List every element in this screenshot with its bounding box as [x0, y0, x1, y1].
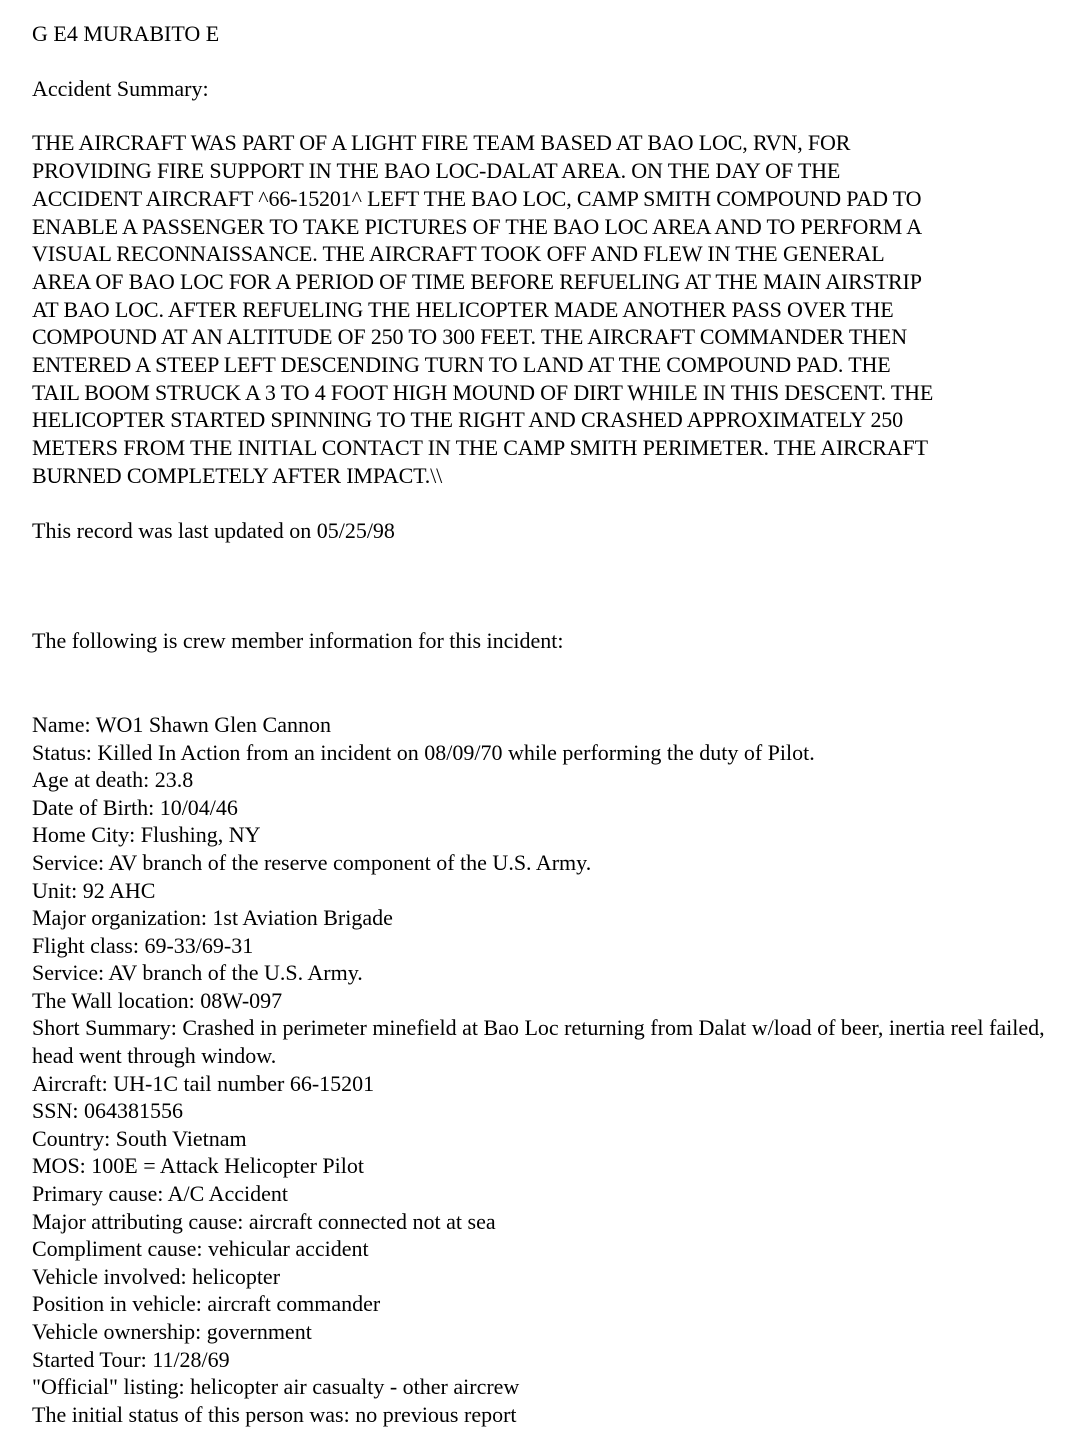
summary-line: HELICOPTER STARTED SPINNING TO THE RIGHT AND CRASHED APPROXIMATELY 250 — [32, 407, 903, 433]
crew-field-service: Service: AV branch of the reserve component of the U.S. Army. — [32, 849, 592, 875]
crew-field-short-summary: Short Summary: Crashed in perimeter minefield at Bao Loc returning from Dalat w/load of beer, inertia reel failed, head went through window. — [32, 1015, 1045, 1069]
document-title: G E4 MURABITO E — [32, 21, 220, 46]
crew-field-vehicle-ownership: Vehicle ownership: government — [32, 1319, 312, 1345]
crew-member-info — [32, 711, 1072, 1428]
summary-line: COMPOUND AT AN ALTITUDE OF 250 TO 300 FEET. THE AIRCRAFT COMMANDER THEN — [32, 324, 907, 350]
summary-line: VISUAL RECONNAISSANCE. THE AIRCRAFT TOOK OFF AND FLEW IN THE GENERAL — [32, 241, 885, 267]
crew-field-aircraft: Aircraft: UH-1C tail number 66-15201 — [32, 1070, 375, 1096]
crew-field-flight-class: Flight class: 69-33/69-31 — [32, 932, 254, 958]
document-page — [32, 20, 1072, 1428]
crew-field-service-branch: Service: AV branch of the U.S. Army. — [32, 960, 363, 986]
spacer — [32, 655, 1072, 711]
crew-field-name: Name: WO1 Shawn Glen Cannon — [32, 711, 331, 737]
summary-line: BURNED COMPLETELY AFTER IMPACT.\\ — [32, 462, 443, 488]
spacer — [32, 48, 1072, 75]
summary-line: ACCIDENT AIRCRAFT ^66-15201^ LEFT THE BAO LOC, CAMP SMITH COMPOUND PAD TO — [32, 185, 922, 211]
crew-field-dob: Date of Birth: 10/04/46 — [32, 794, 238, 820]
summary-line: PROVIDING FIRE SUPPORT IN THE BAO LOC-DALAT AREA. ON THE DAY OF THE — [32, 158, 841, 184]
summary-line: METERS FROM THE INITIAL CONTACT IN THE CAMP SMITH PERIMETER. THE AIRCRAFT — [32, 435, 928, 461]
crew-field-major-organization: Major organization: 1st Aviation Brigade — [32, 905, 393, 931]
crew-field-unit: Unit: 92 AHC — [32, 877, 156, 903]
summary-line: TAIL BOOM STRUCK A 3 TO 4 FOOT HIGH MOUND OF DIRT WHILE IN THIS DESCENT. THE — [32, 379, 934, 405]
summary-line: ENABLE A PASSENGER TO TAKE PICTURES OF THE BAO LOC AREA AND TO PERFORM A — [32, 213, 923, 239]
crew-field-status: Status: Killed In Action from an incident on 08/09/70 while performing the duty of Pilot. — [32, 739, 815, 765]
crew-field-primary-cause: Primary cause: A/C Accident — [32, 1181, 288, 1207]
crew-field-initial-status: The initial status of this person was: no previous report — [32, 1401, 517, 1427]
record-updated: This record was last updated on 05/25/98 — [32, 517, 395, 543]
summary-line: ENTERED A STEEP LEFT DESCENDING TURN TO LAND AT THE COMPOUND PAD. THE — [32, 352, 891, 378]
crew-field-home-city: Home City: Flushing, NY — [32, 822, 261, 848]
crew-field-age: Age at death: 23.8 — [32, 767, 194, 793]
crew-field-started-tour: Started Tour: 11/28/69 — [32, 1346, 230, 1372]
crew-field-compliment-cause: Compliment cause: vehicular accident — [32, 1236, 369, 1262]
spacer — [32, 544, 1072, 627]
spacer — [32, 102, 1072, 129]
crew-field-wall-location: The Wall location: 08W-097 — [32, 987, 283, 1013]
summary-line: THE AIRCRAFT WAS PART OF A LIGHT FIRE TEAM BASED AT BAO LOC, RVN, FOR — [32, 130, 851, 156]
crew-intro: The following is crew member information for this incident: — [32, 628, 564, 654]
crew-field-major-attributing-cause: Major attributing cause: aircraft connected not at sea — [32, 1208, 496, 1234]
spacer — [32, 490, 1072, 517]
crew-field-ssn: SSN: 064381556 — [32, 1098, 183, 1124]
accident-summary-text — [32, 129, 1077, 489]
crew-field-mos: MOS: 100E = Attack Helicopter Pilot — [32, 1153, 364, 1179]
summary-line: AREA OF BAO LOC FOR A PERIOD OF TIME BEFORE REFUELING AT THE MAIN AIRSTRIP — [32, 268, 922, 294]
crew-field-vehicle-involved: Vehicle involved: helicopter — [32, 1263, 281, 1289]
summary-line: AT BAO LOC. AFTER REFUELING THE HELICOPTER MADE ANOTHER PASS OVER THE — [32, 296, 894, 322]
crew-field-official-listing: "Official" listing: helicopter air casualty - other aircrew — [32, 1374, 520, 1400]
crew-field-position-in-vehicle: Position in vehicle: aircraft commander — [32, 1291, 381, 1317]
crew-field-country: Country: South Vietnam — [32, 1125, 247, 1151]
section-label: Accident Summary: — [32, 75, 209, 101]
